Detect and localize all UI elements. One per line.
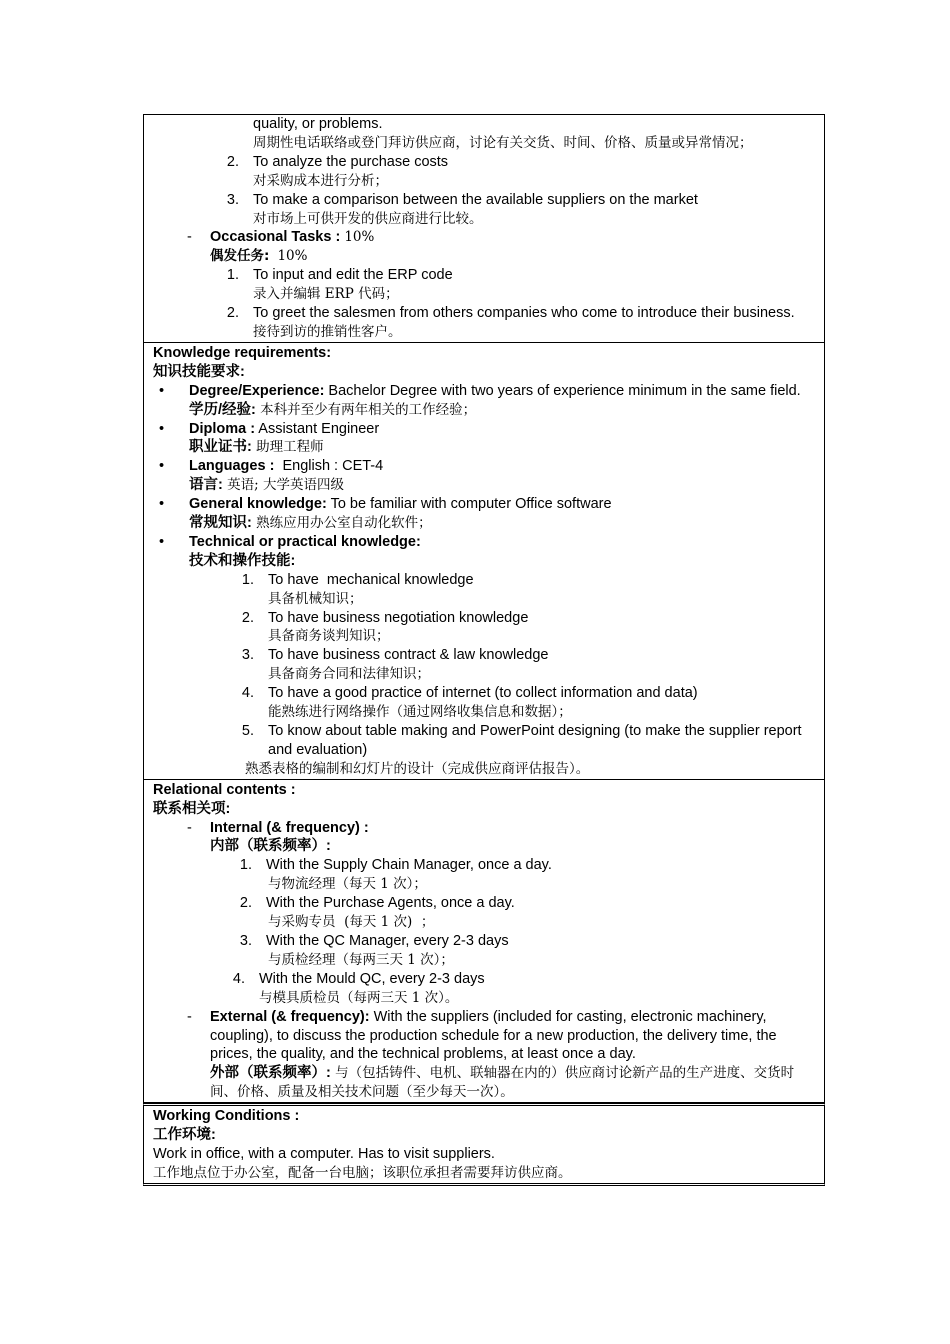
technical-text-zh: 熟悉表格的编制和幻灯片的设计（完成供应商评估报告）。 (245, 760, 590, 777)
contact-text-en: With the QC Manager, every 2-3 days (266, 932, 509, 949)
technical-text-zh: 具备商务谈判知识； (268, 628, 390, 645)
technical-item (153, 646, 816, 684)
languages-label: Languages : (189, 458, 275, 475)
dash-symbol: - (187, 1008, 192, 1025)
item-number: 1. (241, 571, 254, 588)
technical-item (153, 722, 816, 760)
technical-text-en: To have mechanical knowledge (268, 571, 474, 588)
languages-text: English : CET-4 (274, 458, 384, 475)
knowledge-title-zh: 知识技能要求: (153, 363, 245, 380)
working-cell (143, 1103, 825, 1186)
duty-text-zh: 对市场上可供开发的供应商进行比较。 (253, 210, 483, 227)
item-number: 2. (241, 609, 254, 626)
internal-label-zh: 内部（联系频率）: (210, 838, 331, 855)
languages-label-zh: 语言: (189, 477, 223, 494)
technical-text-zh: 具备商务合同和法律知识； (268, 666, 430, 683)
internal-item (153, 856, 816, 894)
job-description-table (143, 114, 825, 1186)
dash-marker (153, 1008, 210, 1103)
general-text-zh: 熟练应用办公室自动化软件； (251, 515, 432, 532)
task-text-en: To input and edit the ERP code (253, 267, 453, 284)
duty-text-zh: 对采购成本进行分析； (253, 172, 388, 189)
technical-item (153, 571, 816, 609)
technical-text-en: To have business negotiation knowledge (268, 609, 529, 626)
occasional-item (153, 304, 816, 342)
working-text-en: Work in office, with a computer. Has to visit suppliers. (153, 1145, 495, 1162)
occasional-tasks (153, 228, 816, 266)
relational-cell (143, 780, 825, 1103)
knowledge-general (153, 495, 816, 533)
working-title-en: Working Conditions : (153, 1108, 300, 1125)
contact-text-zh: 与采购专员 (每天 1 次) ； (268, 914, 435, 931)
internal-item (153, 894, 816, 932)
degree-label-zh: 学历/经验: (189, 401, 256, 418)
item-number: 2. (226, 305, 239, 322)
relational-title-zh: 联系相关项: (153, 800, 231, 817)
technical-text-en: To know about table making and PowerPoint designing (to make the supplier report and evaluation) (268, 723, 802, 758)
internal-label-en: Internal (& frequency) : (210, 819, 369, 836)
duty-item (153, 153, 816, 191)
task-text-zh: 录入并编辑 ERP 代码； (253, 286, 399, 303)
working-title-zh: 工作环境: (153, 1127, 216, 1144)
bullet-marker: • (159, 382, 165, 399)
languages-text-zh: 英语; 大学英语四级 (222, 477, 344, 494)
technical-item (153, 684, 816, 722)
diploma-text: Assistant Engineer (255, 420, 380, 437)
relational-title-en: Relational contents : (153, 781, 296, 798)
dash-symbol: - (187, 819, 192, 836)
item-number: 4. (241, 685, 254, 702)
general-text: To be familiar with computer Office software (326, 496, 612, 513)
item-number: 3. (241, 647, 254, 664)
occasional-label-en: Occasional Tasks : (210, 229, 341, 246)
degree-text: Bachelor Degree with two years of experience minimum in the same field. (324, 382, 801, 399)
external-text-zh: 与（包括铸件、电机、联轴器在内的）供应商讨论新产品的生产进度、交货时间、价格、质量及相关技术问题（至少每天一次）。 (210, 1065, 795, 1101)
external-label-zh: 外部（联系频率）: (210, 1065, 331, 1082)
working-text-zh: 工作地点位于办公室，配备一台电脑；该职位承担者需要拜访供应商。 (153, 1164, 572, 1181)
bullet-marker: • (159, 533, 165, 550)
diploma-label: Diploma : (189, 420, 256, 437)
external-label-en: External (& frequency): (210, 1008, 370, 1025)
contact-text-en: With the Supply Chain Manager, once a day. (266, 857, 552, 874)
occasional-label-zh: 偶发任务: (210, 248, 270, 265)
duty-text-zh: 周期性电话联络或登门拜访供应商，讨论有关交货、时间、价格、质量或异常情况； (253, 134, 753, 151)
external-contacts (153, 1008, 816, 1103)
degree-text-zh: 本科并至少有两年相关的工作经验； (255, 401, 477, 418)
bullet-marker: • (159, 458, 165, 475)
internal-contacts (153, 819, 816, 857)
contact-text-zh: 与物流经理（每天 1 次）； (268, 876, 427, 893)
technical-text-zh: 能熟练进行网络操作（通过网络收集信息和数据）； (268, 704, 572, 721)
technical-text-en: To have business contract & law knowledge (268, 647, 549, 664)
occasional-percent-zh: 10% (277, 248, 308, 265)
duty-continuation (153, 115, 816, 153)
dash-marker (153, 228, 210, 266)
technical-label-zh: 技术和操作技能: (189, 552, 296, 569)
general-label: General knowledge: (189, 496, 327, 513)
knowledge-degree (153, 382, 816, 420)
task-text-en: To greet the salesmen from others companies who come to introduce their business. (253, 305, 795, 322)
technical-item (153, 609, 816, 647)
duty-item (153, 191, 816, 229)
degree-label: Degree/Experience: (189, 382, 325, 399)
duty-text-en: To make a comparison between the available suppliers on the market (253, 191, 698, 208)
knowledge-languages (153, 457, 816, 495)
item-number: 4. (232, 970, 245, 987)
contact-text-en: With the Mould QC, every 2-3 days (259, 970, 485, 987)
item-number: 3. (226, 191, 239, 208)
item-number: 5. (241, 723, 254, 739)
item-number: 3. (239, 932, 252, 949)
duties-cell (143, 114, 825, 343)
item-number: 1. (239, 857, 252, 874)
knowledge-title-en: Knowledge requirements: (153, 344, 332, 361)
external-text-en: With the suppliers (included for casting, electronic machinery, coupling), to discuss the production schedule for a new production, the delivery time, the prices, the quality, and the technical problems, at least once a day. (210, 1008, 777, 1063)
bullet-marker: • (159, 496, 165, 513)
knowledge-technical (153, 533, 816, 571)
dash-marker (153, 819, 210, 857)
bullet-marker: • (159, 420, 165, 437)
contact-text-zh: 与模具质检员（每两三天 1 次）。 (259, 989, 459, 1006)
technical-text-en: To have a good practice of internet (to collect information and data) (268, 685, 698, 702)
item-number: 2. (226, 153, 239, 170)
knowledge-diploma (153, 420, 816, 458)
diploma-text-zh: 助理工程师 (251, 439, 324, 456)
occasional-item (153, 266, 816, 304)
technical-text-zh: 具备机械知识； (268, 590, 363, 607)
technical-label: Technical or practical knowledge: (189, 533, 421, 550)
internal-item (153, 970, 816, 1008)
diploma-label-zh: 职业证书: (189, 439, 252, 456)
general-label-zh: 常规知识: (189, 515, 252, 532)
item-number: 2. (239, 895, 252, 912)
contact-text-en: With the Purchase Agents, once a day. (266, 895, 515, 912)
internal-item (153, 932, 816, 970)
contact-text-zh: 与质检经理（每两三天 1 次）； (268, 951, 454, 968)
duty-text-en: To analyze the purchase costs (253, 153, 449, 170)
item-number: 1. (226, 267, 239, 284)
knowledge-cell (143, 343, 825, 780)
occasional-percent: 10% (344, 229, 375, 246)
dash-symbol: - (187, 229, 192, 246)
task-text-zh: 接待到访的推销性客户。 (253, 323, 402, 340)
duty-text-en: quality, or problems. (253, 116, 383, 132)
